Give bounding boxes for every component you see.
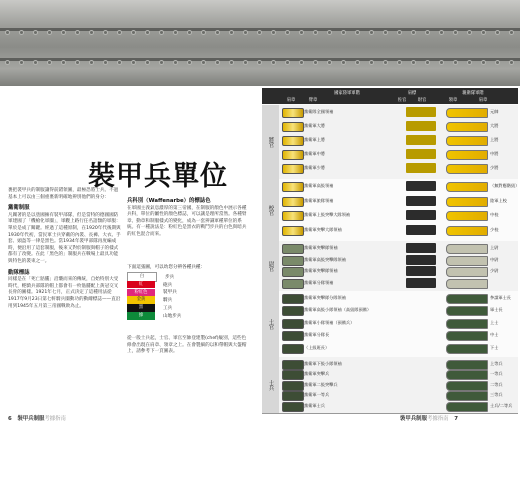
shoulder-strap-icon [282, 344, 304, 354]
rivet [426, 61, 429, 64]
color-row [127, 296, 247, 304]
rank-name: 黨衛軍旅隊領袖 [304, 197, 334, 203]
color-swatch: 黑 [127, 304, 155, 312]
ss-shoulder-board-icon [446, 370, 488, 380]
ss-rank-name: 中尉 [490, 256, 499, 262]
rivet [300, 31, 303, 34]
shoulder-strap-icon [282, 226, 304, 236]
rivet [20, 31, 23, 34]
left-footer [8, 414, 66, 422]
shoulder-strap-icon [282, 331, 304, 341]
rank-insignia-table [262, 88, 518, 410]
section-heading: 黨衛制服 [8, 205, 30, 212]
header-strap: 肩章 [286, 98, 296, 103]
rivet [146, 61, 149, 64]
collar-tab-icon [406, 135, 436, 145]
rivet [202, 61, 205, 64]
collar-tab-icon [406, 121, 436, 131]
ss-rank-name: 上將 [490, 137, 499, 142]
rivet [174, 61, 177, 64]
ss-rank-name: 中將 [490, 151, 499, 156]
section-heading: 動隊標誌 [8, 269, 30, 276]
rank-name: （上級班長） [304, 344, 330, 350]
rivet [314, 31, 317, 34]
rivet [76, 61, 79, 64]
rivet [440, 31, 443, 34]
ss-shoulder-board-icon [446, 226, 488, 236]
rivet [496, 61, 499, 64]
shoulder-strap-icon [282, 360, 304, 370]
rivet [90, 31, 93, 34]
branch-label: 砲兵 [163, 282, 173, 288]
shoulder-strap-icon [282, 182, 304, 192]
ss-rank-name: 陸軍上校 [490, 197, 507, 203]
ss-rank-name: 大將 [490, 123, 499, 128]
rivet [216, 61, 219, 64]
rivet [6, 61, 9, 64]
ss-shoulder-board-icon [446, 122, 488, 132]
collar-tab-icon [406, 278, 436, 288]
rivet [510, 31, 513, 34]
shoulder-strap-icon [282, 211, 304, 221]
rivet [244, 61, 247, 64]
rivet [412, 31, 415, 34]
ss-rank-name: 上等兵 [490, 361, 503, 366]
rivet [6, 31, 9, 34]
rivet [48, 61, 51, 64]
rivet [160, 61, 163, 64]
branch-label: 山地步兵 [163, 313, 182, 319]
ss-shoulder-board-icon [446, 267, 488, 277]
shoulder-strap-icon [282, 122, 304, 132]
ss-rank-name: 參謀軍士長 [490, 295, 511, 300]
header-metal-banner [0, 0, 520, 86]
ss-rank-name: 少校 [490, 226, 499, 232]
ss-shoulder-board-icon [446, 360, 488, 370]
rank-name: 黨衛軍高級領袖 [304, 183, 334, 188]
color-chart-caption: 下面這張圖，可以幼您分辨各種兵種： [127, 265, 206, 270]
rivet [160, 31, 163, 34]
rivet [356, 61, 359, 64]
rivet [188, 61, 191, 64]
rivet [412, 61, 415, 64]
shoulder-strap-icon [282, 108, 304, 118]
color-row [127, 281, 247, 289]
rivet [216, 31, 219, 34]
rivet [328, 61, 331, 64]
ss-rank-name: 二等兵 [490, 381, 503, 387]
ss-shoulder-board-icon [446, 294, 488, 304]
color-swatch: 白 [127, 272, 157, 282]
rivet [384, 61, 387, 64]
color-swatch: 金黃 [127, 296, 155, 304]
ss-shoulder-board-icon [446, 108, 488, 118]
ss-shoulder-board-icon [446, 150, 488, 160]
collar-tab-icon [406, 163, 436, 173]
rank-name: 黨衛軍二級突擊兵 [304, 381, 338, 387]
ss-rank-name: 上尉 [490, 245, 499, 250]
ss-shoulder-board-icon [446, 256, 488, 266]
rivet [202, 31, 205, 34]
shoulder-strap-icon [282, 136, 304, 146]
rivet [132, 61, 135, 64]
ss-rank-name: 中士 [490, 332, 499, 338]
branch-label: 步兵 [165, 274, 175, 280]
header-mid-sub1: 佐官 [397, 98, 407, 103]
shoulder-strap-icon [282, 150, 304, 160]
ss-rank-name: 士兵/二等兵 [490, 402, 513, 408]
ss-shoulder-board-icon [446, 331, 488, 341]
branch-label: 裝甲兵 [163, 290, 177, 296]
rank-category: 將官 [262, 105, 279, 179]
rivet [468, 61, 471, 64]
shoulder-strap-icon [282, 306, 304, 316]
rivet [48, 31, 51, 34]
collar-tab-icon [406, 243, 436, 253]
rank-name: 黨衛軍突擊隊分隊領袖 [304, 295, 346, 300]
rank-section [262, 291, 518, 358]
rivet [188, 31, 191, 34]
rank-name: 黨衛軍一等兵 [304, 392, 330, 398]
rank-name: 黨衛軍突擊隊領袖 [304, 245, 338, 250]
rivet [90, 61, 93, 64]
color-row [127, 312, 247, 320]
rank-name: 黨衛軍下級小隊領袖 [304, 361, 342, 366]
rivet [384, 31, 387, 34]
rivet [258, 31, 261, 34]
rank-section [262, 179, 518, 242]
rivet [230, 31, 233, 34]
rivet [20, 61, 23, 64]
color-row [127, 304, 247, 312]
ss-rank-name: 元帥 [490, 109, 499, 114]
color-swatch: 紅 [127, 281, 155, 289]
rivet [286, 61, 289, 64]
rank-name: 黨衛軍突擊兵 [304, 371, 330, 377]
header-ss-sub1: 領章 [448, 98, 458, 103]
rivet [132, 31, 135, 34]
shoulder-strap-icon [282, 294, 304, 304]
ss-shoulder-board-icon [446, 197, 488, 207]
rivet [370, 61, 373, 64]
footer-title: 裝甲兵制服 [400, 416, 427, 422]
rank-name: 黨衛軍士兵 [304, 402, 325, 408]
header-army: 國家陸軍軍階 [334, 91, 360, 96]
ss-rank-name: 少尉 [490, 268, 499, 273]
rank-name: 黨衛軍上級突擊大隊領袖 [304, 212, 351, 217]
shoulder-strap-icon [282, 381, 304, 391]
collar-tab-icon [406, 107, 436, 117]
rivet [370, 31, 373, 34]
footer-subtitle: 考據指南 [44, 416, 66, 422]
color-row [127, 289, 247, 297]
section-body: 從一般士兵起，士官、軍官至帥登建製(chef)級別，這些色條會出現在肩章、領章之上。在會製細的以和帶帽與大盤帽上，請參考下一頁圖表。 [127, 336, 247, 355]
rank-section [262, 105, 518, 180]
ss-shoulder-board-icon [446, 164, 488, 174]
collar-tab-icon [406, 225, 436, 235]
rivet [272, 31, 275, 34]
rank-category: 士兵 [262, 357, 279, 413]
header-sleeve: 臂章 [308, 98, 318, 103]
rivet [468, 31, 471, 34]
ss-rank-name: 三等兵 [490, 392, 503, 398]
branch-label: 工兵 [163, 306, 173, 312]
rank-name: 黨衛軍大將 [304, 123, 325, 128]
rank-name: 黨衛軍突擊大隊領袖 [304, 226, 342, 232]
rivet [174, 31, 177, 34]
rank-name: 黨衛軍高級小隊領袖（高級隊預備） [304, 307, 372, 313]
rivet [258, 61, 261, 64]
shoulder-strap-icon [282, 370, 304, 380]
ss-shoulder-board-icon [446, 391, 488, 401]
rivet [482, 31, 485, 34]
ss-rank-name: （無對應階級） [490, 183, 520, 188]
right-footer [400, 414, 458, 422]
header-mid: 肩標 [407, 91, 417, 96]
page-number: 6 [8, 416, 12, 422]
rivet [62, 61, 65, 64]
footer-title: 裝甲兵制服 [17, 416, 45, 422]
rivet [118, 31, 121, 34]
ss-shoulder-board-icon [446, 279, 488, 289]
ss-rank-name: 少將 [490, 165, 499, 170]
ss-shoulder-board-icon [446, 244, 488, 254]
rivet [342, 31, 345, 34]
rivet [230, 61, 233, 64]
shoulder-strap-icon [282, 402, 304, 412]
shoulder-strap-icon [282, 391, 304, 401]
ss-rank-name: 一等兵 [490, 371, 503, 377]
rank-name: 黨衛軍少將 [304, 165, 325, 170]
collar-tab-icon [406, 210, 436, 220]
rivet [454, 61, 457, 64]
page-number: 7 [454, 416, 458, 422]
rivet [510, 61, 513, 64]
header-ss: 親衛隊軍階 [462, 91, 484, 96]
ss-rank-name: 上士 [490, 319, 499, 325]
rivet [482, 61, 485, 64]
rank-category: 校官 [262, 179, 279, 241]
rank-section [262, 357, 518, 414]
ss-shoulder-board-icon [446, 182, 488, 192]
rank-name: 黨衛軍高級突擊隊領袖 [304, 256, 346, 262]
rank-name: 黨衛軍分隊領袖 [304, 279, 334, 285]
collar-tab-icon [406, 181, 436, 191]
section-body: 同樣是在「死亡骷髏」沿襲而來的傳統，自始特別大受時代，輕騎兵部隊的帽上都會有一枚骷髏配上黃冠交叉長骨的圖樣。1921年七月，正式決定了這種用法從1917年9月23日第七軒騎兵團動功的動爾標誌——直沿用到1945年五月第三帝國戰敗為止。 [8, 277, 121, 309]
rank-name: 黨衛隊全國領袖 [304, 109, 334, 114]
collar-tab-icon [406, 255, 436, 265]
rivet [398, 31, 401, 34]
middle-column [127, 198, 247, 243]
ss-rank-name: 中校 [490, 212, 499, 217]
rivet [272, 61, 275, 64]
rivet [62, 31, 65, 34]
middle-column-bottom [127, 336, 247, 360]
shoulder-strap-icon [282, 279, 304, 289]
section-heading: 兵科別（Waffenarbe）的標誌色 [127, 198, 211, 204]
rivet [76, 31, 79, 34]
shoulder-strap-icon [282, 164, 304, 174]
rivet [104, 61, 107, 64]
collar-tab-icon [406, 149, 436, 159]
shoulder-strap-icon [282, 267, 304, 277]
color-row [127, 273, 247, 281]
branch-color-chart [127, 264, 247, 332]
rivet [300, 61, 303, 64]
rivet [244, 31, 247, 34]
page-title: 裝甲兵單位 [88, 161, 228, 192]
ss-shoulder-board-icon [446, 381, 488, 391]
section-body: 在軍國主義氣息濃厚的第三帝國，在制服的顏色中展示各種兵科，單位的屬性的顏色標誌，可以讓是理所當然。各種臂章、動章和制服樣式的變化，成為一套辨識軍種單位的系統。有一種說法是：粉紅色是黑衣的戰鬥步兵的白色與暗兵的紅色混合而來。 [127, 205, 247, 237]
rivet [342, 61, 345, 64]
ss-rank-name: 下士 [490, 344, 499, 350]
rivet [314, 61, 317, 64]
rivet [356, 31, 359, 34]
rank-name: 黨衛軍小隊領袖（預備兵） [304, 319, 355, 325]
rank-category: 尉官 [262, 241, 279, 291]
rivet [328, 31, 331, 34]
rank-name: 黨衛軍分隊長 [304, 332, 330, 338]
branch-label: 騎兵 [163, 298, 173, 304]
rank-name: 黨衛軍上將 [304, 137, 325, 142]
rivet [104, 31, 107, 34]
header-ss-sub2: 肩章 [478, 98, 488, 103]
rivet [496, 31, 499, 34]
rivet [440, 61, 443, 64]
color-swatch: 綠 [127, 312, 155, 320]
shoulder-strap-icon [282, 319, 304, 329]
rank-name: 黨衛軍中將 [304, 151, 325, 156]
ss-shoulder-board-icon [446, 319, 488, 329]
rivet [398, 61, 401, 64]
ss-shoulder-board-icon [446, 344, 488, 354]
rivet [34, 31, 37, 34]
rivet [426, 31, 429, 34]
left-column [8, 188, 121, 314]
rivet [286, 31, 289, 34]
rivet [34, 61, 37, 64]
rivet [118, 61, 121, 64]
ss-shoulder-board-icon [446, 306, 488, 316]
ss-shoulder-board-icon [446, 136, 488, 146]
table-header [262, 88, 518, 104]
rivet [146, 31, 149, 34]
shoulder-strap-icon [282, 197, 304, 207]
rank-category: 士官 [262, 291, 279, 357]
rank-name: 黨衛軍突擊隊領袖 [304, 268, 338, 273]
ss-shoulder-board-icon [446, 211, 488, 221]
shoulder-strap-icon [282, 256, 304, 266]
color-swatch: 粉紅色 [127, 289, 155, 297]
ss-rank-name: 軍士長 [490, 307, 503, 313]
rivet [454, 31, 457, 34]
shoulder-strap-icon [282, 244, 304, 254]
header-mid-sub2: 尉官 [417, 98, 427, 103]
collar-tab-icon [406, 266, 436, 276]
ss-shoulder-board-icon [446, 402, 488, 412]
section-body: 凡關著的是以塗國擁有裝甲部隊，但是當特的德國國防軍建國了「機槍化軍團」，軍觀上路行任名語類的軍服：單於是成了關鍵。經過了這種原制，在1920年代後期與1930年代初，當民軍士兵穿戴的內裝、長褲、大衣、手套、頭盔等一律是黑色。當1934年裝甲部隊再度編成時，便沿用了這套制服，後來又對於制服與帽子的樣式都有了改變。在此「黑色的」制服兵在戰場上最具功能與特色的裝束之一。 [8, 212, 121, 264]
footer-subtitle: 考據指南 [426, 416, 449, 422]
rank-section [262, 241, 518, 292]
collar-tab-icon [406, 196, 436, 206]
intro-text: 裏把裝甲兵的制服讓得前錯領圖，最極恐將士兵。不過基本上可以由三個重裏新明確地辨別他們的身分： [8, 188, 119, 200]
